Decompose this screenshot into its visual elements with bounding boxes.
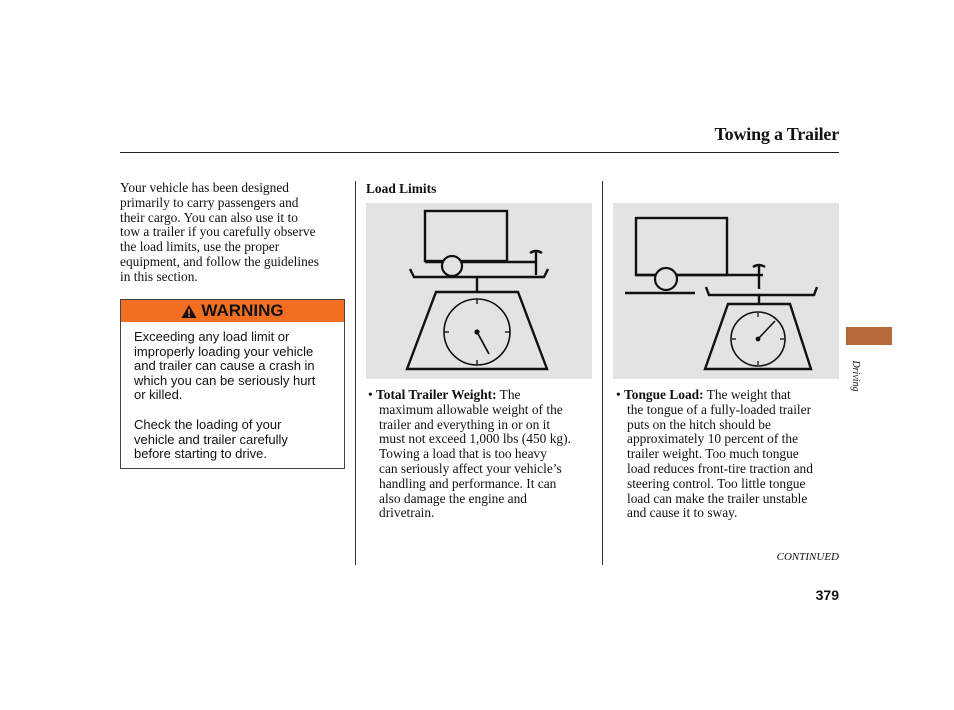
bullet-line: load can make the trailer unstable <box>627 490 808 506</box>
bullet-line: must not exceed 1,000 lbs (450 kg). <box>379 431 571 447</box>
tongue-load-bullet <box>616 388 836 521</box>
bullet-body <box>616 403 836 521</box>
page-title: Towing a Trailer <box>714 124 839 144</box>
bullet-first-line: • Total Trailer Weight: The <box>368 387 521 402</box>
warning-text <box>121 322 344 462</box>
tongue-load-illustration <box>613 203 839 379</box>
bullet-line: maximum allowable weight of the <box>379 401 563 417</box>
continued-label: CONTINUED <box>776 551 839 563</box>
bullet-first-line: • Tongue Load: The weight that <box>616 387 791 402</box>
warning-line: and trailer can cause a crash in <box>134 358 315 374</box>
warning-line: before starting to drive. <box>134 446 267 462</box>
tongue-scale-icon <box>613 203 839 379</box>
section-tab <box>846 327 892 345</box>
load-limits-heading: Load Limits <box>366 181 437 196</box>
bullet-line: the tongue of a fully-loaded trailer <box>627 401 812 417</box>
bullet-line: load reduces front-tire traction and <box>627 460 813 476</box>
intro-line: Your vehicle has been designed <box>120 180 289 195</box>
bullet-line: handling and performance. It can <box>379 475 557 491</box>
intro-line: primarily to carry passengers and <box>120 194 299 210</box>
trailer-scale-icon <box>366 203 592 379</box>
warning-line: improperly loading your vehicle <box>134 343 314 359</box>
bullet-line: trailer weight. Too much tongue <box>627 446 799 462</box>
warning-line: vehicle and trailer carefully <box>134 431 288 447</box>
intro-line: equipment, and follow the guidelines <box>120 253 319 269</box>
warning-line: or killed. <box>134 387 183 403</box>
bullet-line: steering control. Too little tongue <box>627 475 806 491</box>
warning-box <box>120 299 345 469</box>
bullet-line: approximately 10 percent of the <box>627 431 799 447</box>
bullet-body <box>368 403 588 521</box>
warning-line: Exceeding any load limit or <box>134 329 290 344</box>
column-divider-left <box>355 181 356 565</box>
total-weight-illustration <box>366 203 592 379</box>
bullet-line: and cause it to sway. <box>627 505 738 521</box>
bullet-line: Towing a load that is too heavy <box>379 446 547 462</box>
bullet-line: trailer and everything in or on it <box>379 416 551 432</box>
intro-paragraph <box>120 181 348 285</box>
page-number: 379 <box>815 587 839 603</box>
section-tab-label: Driving <box>850 360 861 392</box>
warning-triangle-icon <box>181 304 197 319</box>
bullet-text: The <box>496 387 521 402</box>
tongue-load-term: Tongue Load: <box>624 387 704 402</box>
intro-line: their cargo. You can also use it to <box>120 209 298 225</box>
column-divider-right <box>602 181 603 565</box>
bullet-line: puts on the hitch should be <box>627 416 771 432</box>
total-trailer-weight-bullet <box>368 388 588 521</box>
bullet-line: can seriously affect your vehicle’s <box>379 460 562 476</box>
intro-line: tow a trailer if you carefully observe <box>120 224 316 240</box>
warning-paragraph-2 <box>134 418 334 462</box>
warning-line: which you can be seriously hurt <box>134 372 316 388</box>
warning-label: WARNING <box>201 301 284 320</box>
intro-line: the load limits, use the proper <box>120 239 280 255</box>
bullet-text: The weight that <box>703 387 791 402</box>
warning-header <box>121 300 344 322</box>
bullet-line: drivetrain. <box>379 505 435 521</box>
header-rule <box>120 152 839 153</box>
bullet-line: also damage the engine and <box>379 490 527 506</box>
warning-paragraph-1 <box>134 330 334 403</box>
total-trailer-weight-term: Total Trailer Weight: <box>376 387 497 402</box>
warning-line: Check the loading of your <box>134 416 282 432</box>
intro-line: in this section. <box>120 268 198 284</box>
